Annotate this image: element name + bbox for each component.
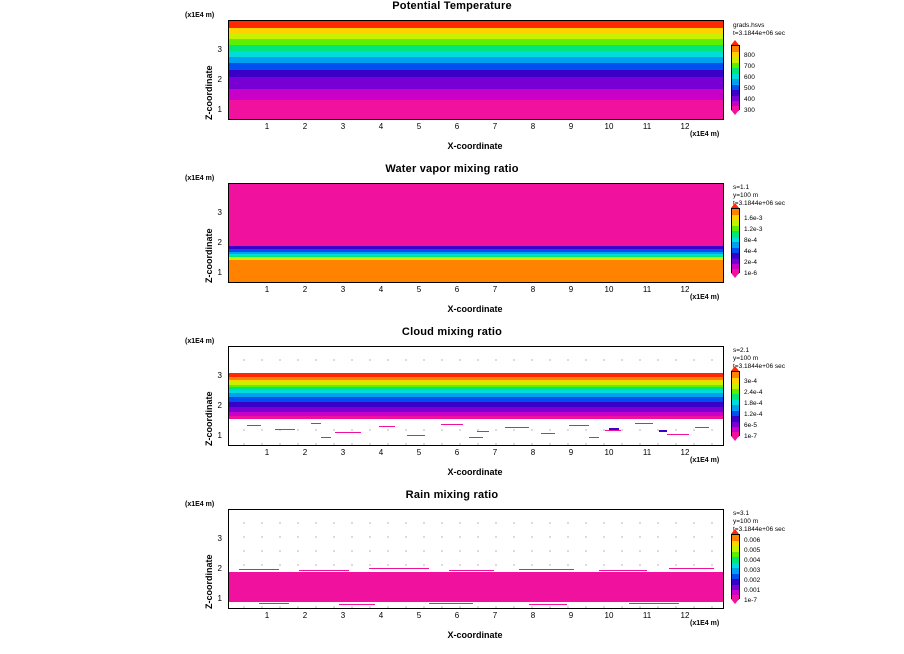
speck <box>569 425 589 426</box>
x-tick: 1 <box>264 448 270 457</box>
speck <box>667 434 689 435</box>
x-tick: 10 <box>604 285 614 294</box>
x-tick: 4 <box>378 448 384 457</box>
x-tick: 1 <box>264 611 270 620</box>
x-tick: 8 <box>530 122 536 131</box>
x-tick: 11 <box>642 611 652 620</box>
x-tick: 3 <box>340 122 346 131</box>
scattered-contours <box>229 347 723 445</box>
speck <box>469 437 483 438</box>
panel-water-vapor-mixing-ratio <box>0 163 904 323</box>
x-tick: 8 <box>530 448 536 457</box>
colorbar-label: 1e-7 <box>744 433 758 440</box>
speck-blue <box>659 430 667 432</box>
speck <box>239 569 279 570</box>
x-tick: 5 <box>416 285 422 294</box>
x-tick: 2 <box>302 448 308 457</box>
colorbar-label: 1.6e-3 <box>744 215 763 222</box>
annotation-time: t=3.1844e+06 sec <box>733 363 786 370</box>
y-axis-label: Z-coordinate <box>204 65 214 120</box>
annotation-y: y=100 m <box>733 518 759 525</box>
y-tick: 1 <box>217 268 222 277</box>
colorbar <box>731 45 740 110</box>
x-tick: 2 <box>302 122 308 131</box>
contour-bands <box>229 21 723 119</box>
speck <box>335 432 361 433</box>
band <box>229 100 723 120</box>
annotation-time: t=3.1844e+06 sec <box>733 526 786 533</box>
x-tick: 7 <box>492 448 498 457</box>
speck <box>339 604 375 605</box>
x-tick: 4 <box>378 122 384 131</box>
colorbar-label: 800 <box>744 52 755 59</box>
speck <box>695 427 709 428</box>
x-units-label: (x1E4 m) <box>690 457 720 464</box>
x-tick: 3 <box>340 448 346 457</box>
y-tick: 3 <box>217 45 222 54</box>
colorbar-label: 700 <box>744 63 755 70</box>
x-tick: 11 <box>642 285 652 294</box>
colorbar-label: 0.006 <box>744 537 761 544</box>
speck <box>407 435 425 436</box>
x-axis-label: X-coordinate <box>447 630 503 640</box>
plot-area-potential-temperature <box>228 20 724 120</box>
x-tick: 7 <box>492 122 498 131</box>
y-tick: 3 <box>217 534 222 543</box>
x-tick: 11 <box>642 448 652 457</box>
colorbar <box>731 208 740 273</box>
x-tick: 9 <box>568 448 574 457</box>
speck <box>321 437 331 438</box>
colorbar-overflow-bottom <box>731 110 739 115</box>
x-tick: 11 <box>642 122 652 131</box>
colorbar-overflow-bottom <box>731 273 739 278</box>
band <box>229 260 723 283</box>
x-tick: 12 <box>680 285 690 294</box>
speck <box>441 424 463 425</box>
x-axis-label: X-coordinate <box>447 304 503 314</box>
colorbar-label: 4e-4 <box>744 248 758 255</box>
y-tick: 2 <box>217 564 222 573</box>
x-units-label: (x1E4 m) <box>690 294 720 301</box>
x-tick: 8 <box>530 611 536 620</box>
speck <box>477 431 489 432</box>
colorbar-label: 1.8e-4 <box>744 400 763 407</box>
colorbar-overflow-bottom <box>731 436 739 441</box>
panel-potential-temperature <box>0 0 904 160</box>
z-units-label: (x1E4 m) <box>185 338 215 345</box>
plot-area-cloud <box>228 346 724 446</box>
x-tick: 10 <box>604 448 614 457</box>
x-tick: 9 <box>568 611 574 620</box>
colorbar-overflow-bottom <box>731 599 739 604</box>
x-tick: 10 <box>604 122 614 131</box>
annotation-slice: s=3.1 <box>733 510 750 517</box>
speck <box>311 423 321 424</box>
y-tick: 1 <box>217 431 222 440</box>
plot-area-rain <box>228 509 724 609</box>
x-axis-label: X-coordinate <box>447 467 503 477</box>
speck <box>589 437 599 438</box>
panel-rain-mixing-ratio <box>0 489 904 654</box>
x-tick: 5 <box>416 611 422 620</box>
x-tick: 6 <box>454 448 460 457</box>
y-tick: 2 <box>217 238 222 247</box>
y-axis-label: Z-coordinate <box>204 228 214 283</box>
speck <box>299 570 349 571</box>
speck <box>259 603 289 604</box>
speck <box>379 426 395 427</box>
x-tick: 1 <box>264 122 270 131</box>
x-tick: 5 <box>416 448 422 457</box>
speck-blue <box>609 428 619 430</box>
colorbar <box>731 534 740 599</box>
colorbar-label: 2.4e-4 <box>744 389 763 396</box>
x-tick: 6 <box>454 122 460 131</box>
x-tick: 3 <box>340 285 346 294</box>
chart-title: Potential Temperature <box>392 0 512 12</box>
colorbar-label: 300 <box>744 107 755 114</box>
annotation-y: y=100 m <box>733 192 759 199</box>
colorbar-label: 400 <box>744 96 755 103</box>
chart-title: Cloud mixing ratio <box>401 326 503 338</box>
band <box>229 89 723 100</box>
annotation-time: t=3.1844e+06 sec <box>733 200 786 207</box>
x-tick: 7 <box>492 285 498 294</box>
contour-bands <box>229 184 723 282</box>
colorbar-label: 0.005 <box>744 547 761 554</box>
y-tick: 1 <box>217 594 222 603</box>
x-tick: 3 <box>340 611 346 620</box>
band <box>229 63 723 70</box>
band <box>229 77 723 89</box>
colorbar-label: 1e-7 <box>744 597 758 604</box>
speck <box>529 604 567 605</box>
x-tick: 12 <box>680 122 690 131</box>
chart-title: Water vapor mixing ratio <box>385 163 519 175</box>
z-units-label: (x1E4 m) <box>185 501 215 508</box>
colorbar-label: 1.2e-3 <box>744 226 763 233</box>
x-tick: 5 <box>416 122 422 131</box>
x-tick: 12 <box>680 611 690 620</box>
x-tick: 2 <box>302 285 308 294</box>
x-units-label: (x1E4 m) <box>690 131 720 138</box>
x-tick: 4 <box>378 285 384 294</box>
speck <box>669 568 714 569</box>
panel-cloud-mixing-ratio <box>0 326 904 486</box>
x-tick: 9 <box>568 122 574 131</box>
plot-area-water-vapor <box>228 183 724 283</box>
speck <box>369 568 429 569</box>
x-tick: 6 <box>454 611 460 620</box>
band <box>229 70 723 77</box>
annotation-slice: s=1.1 <box>733 184 750 191</box>
x-tick: 7 <box>492 611 498 620</box>
colorbar-label: 2e-4 <box>744 259 758 266</box>
y-tick: 1 <box>217 105 222 114</box>
y-axis-label: Z-coordinate <box>204 554 214 609</box>
z-units-label: (x1E4 m) <box>185 175 215 182</box>
speck <box>449 570 494 571</box>
colorbar-label: 500 <box>744 85 755 92</box>
colorbar-label: 3e-4 <box>744 378 758 385</box>
colorbar-label: 0.003 <box>744 567 761 574</box>
x-tick: 6 <box>454 285 460 294</box>
speck <box>519 569 574 570</box>
x-tick: 1 <box>264 285 270 294</box>
x-tick: 4 <box>378 611 384 620</box>
x-tick: 10 <box>604 611 614 620</box>
speck <box>629 603 679 604</box>
x-tick: 9 <box>568 285 574 294</box>
speck <box>599 570 647 571</box>
band <box>229 21 723 28</box>
annotation-y: y=100 m <box>733 355 759 362</box>
x-axis-label: X-coordinate <box>447 141 503 151</box>
y-tick: 3 <box>217 208 222 217</box>
colorbar-label: 0.004 <box>744 557 761 564</box>
speck <box>247 425 261 426</box>
speck <box>429 603 473 604</box>
band <box>229 184 723 246</box>
y-tick: 3 <box>217 371 222 380</box>
colorbar-label: 6e-5 <box>744 422 758 429</box>
chart-title: Rain mixing ratio <box>405 489 499 501</box>
speck <box>635 423 653 424</box>
colorbar-label: 600 <box>744 74 755 81</box>
annotation-slice: s=2.1 <box>733 347 750 354</box>
x-units-label: (x1E4 m) <box>690 620 720 627</box>
annotation-time: t=3.1844e+06 sec <box>733 30 786 37</box>
x-tick: 12 <box>680 448 690 457</box>
colorbar-label: 0.001 <box>744 587 761 594</box>
y-tick: 2 <box>217 401 222 410</box>
colorbar-label: 1.2e-4 <box>744 411 763 418</box>
y-axis-label: Z-coordinate <box>204 391 214 446</box>
speck <box>505 427 529 428</box>
x-tick: 8 <box>530 285 536 294</box>
colorbar-label: 0.002 <box>744 577 761 584</box>
x-tick: 2 <box>302 611 308 620</box>
speck <box>275 429 295 430</box>
speck <box>605 430 621 431</box>
y-tick: 2 <box>217 75 222 84</box>
colorbar <box>731 371 740 436</box>
colorbar-label: 1e-6 <box>744 270 758 277</box>
scattered-contours <box>229 510 723 608</box>
colorbar-label: 8e-4 <box>744 237 758 244</box>
speck <box>541 433 555 434</box>
z-units-label: (x1E4 m) <box>185 12 215 19</box>
annotation-source: grads.hsvs <box>733 22 765 29</box>
